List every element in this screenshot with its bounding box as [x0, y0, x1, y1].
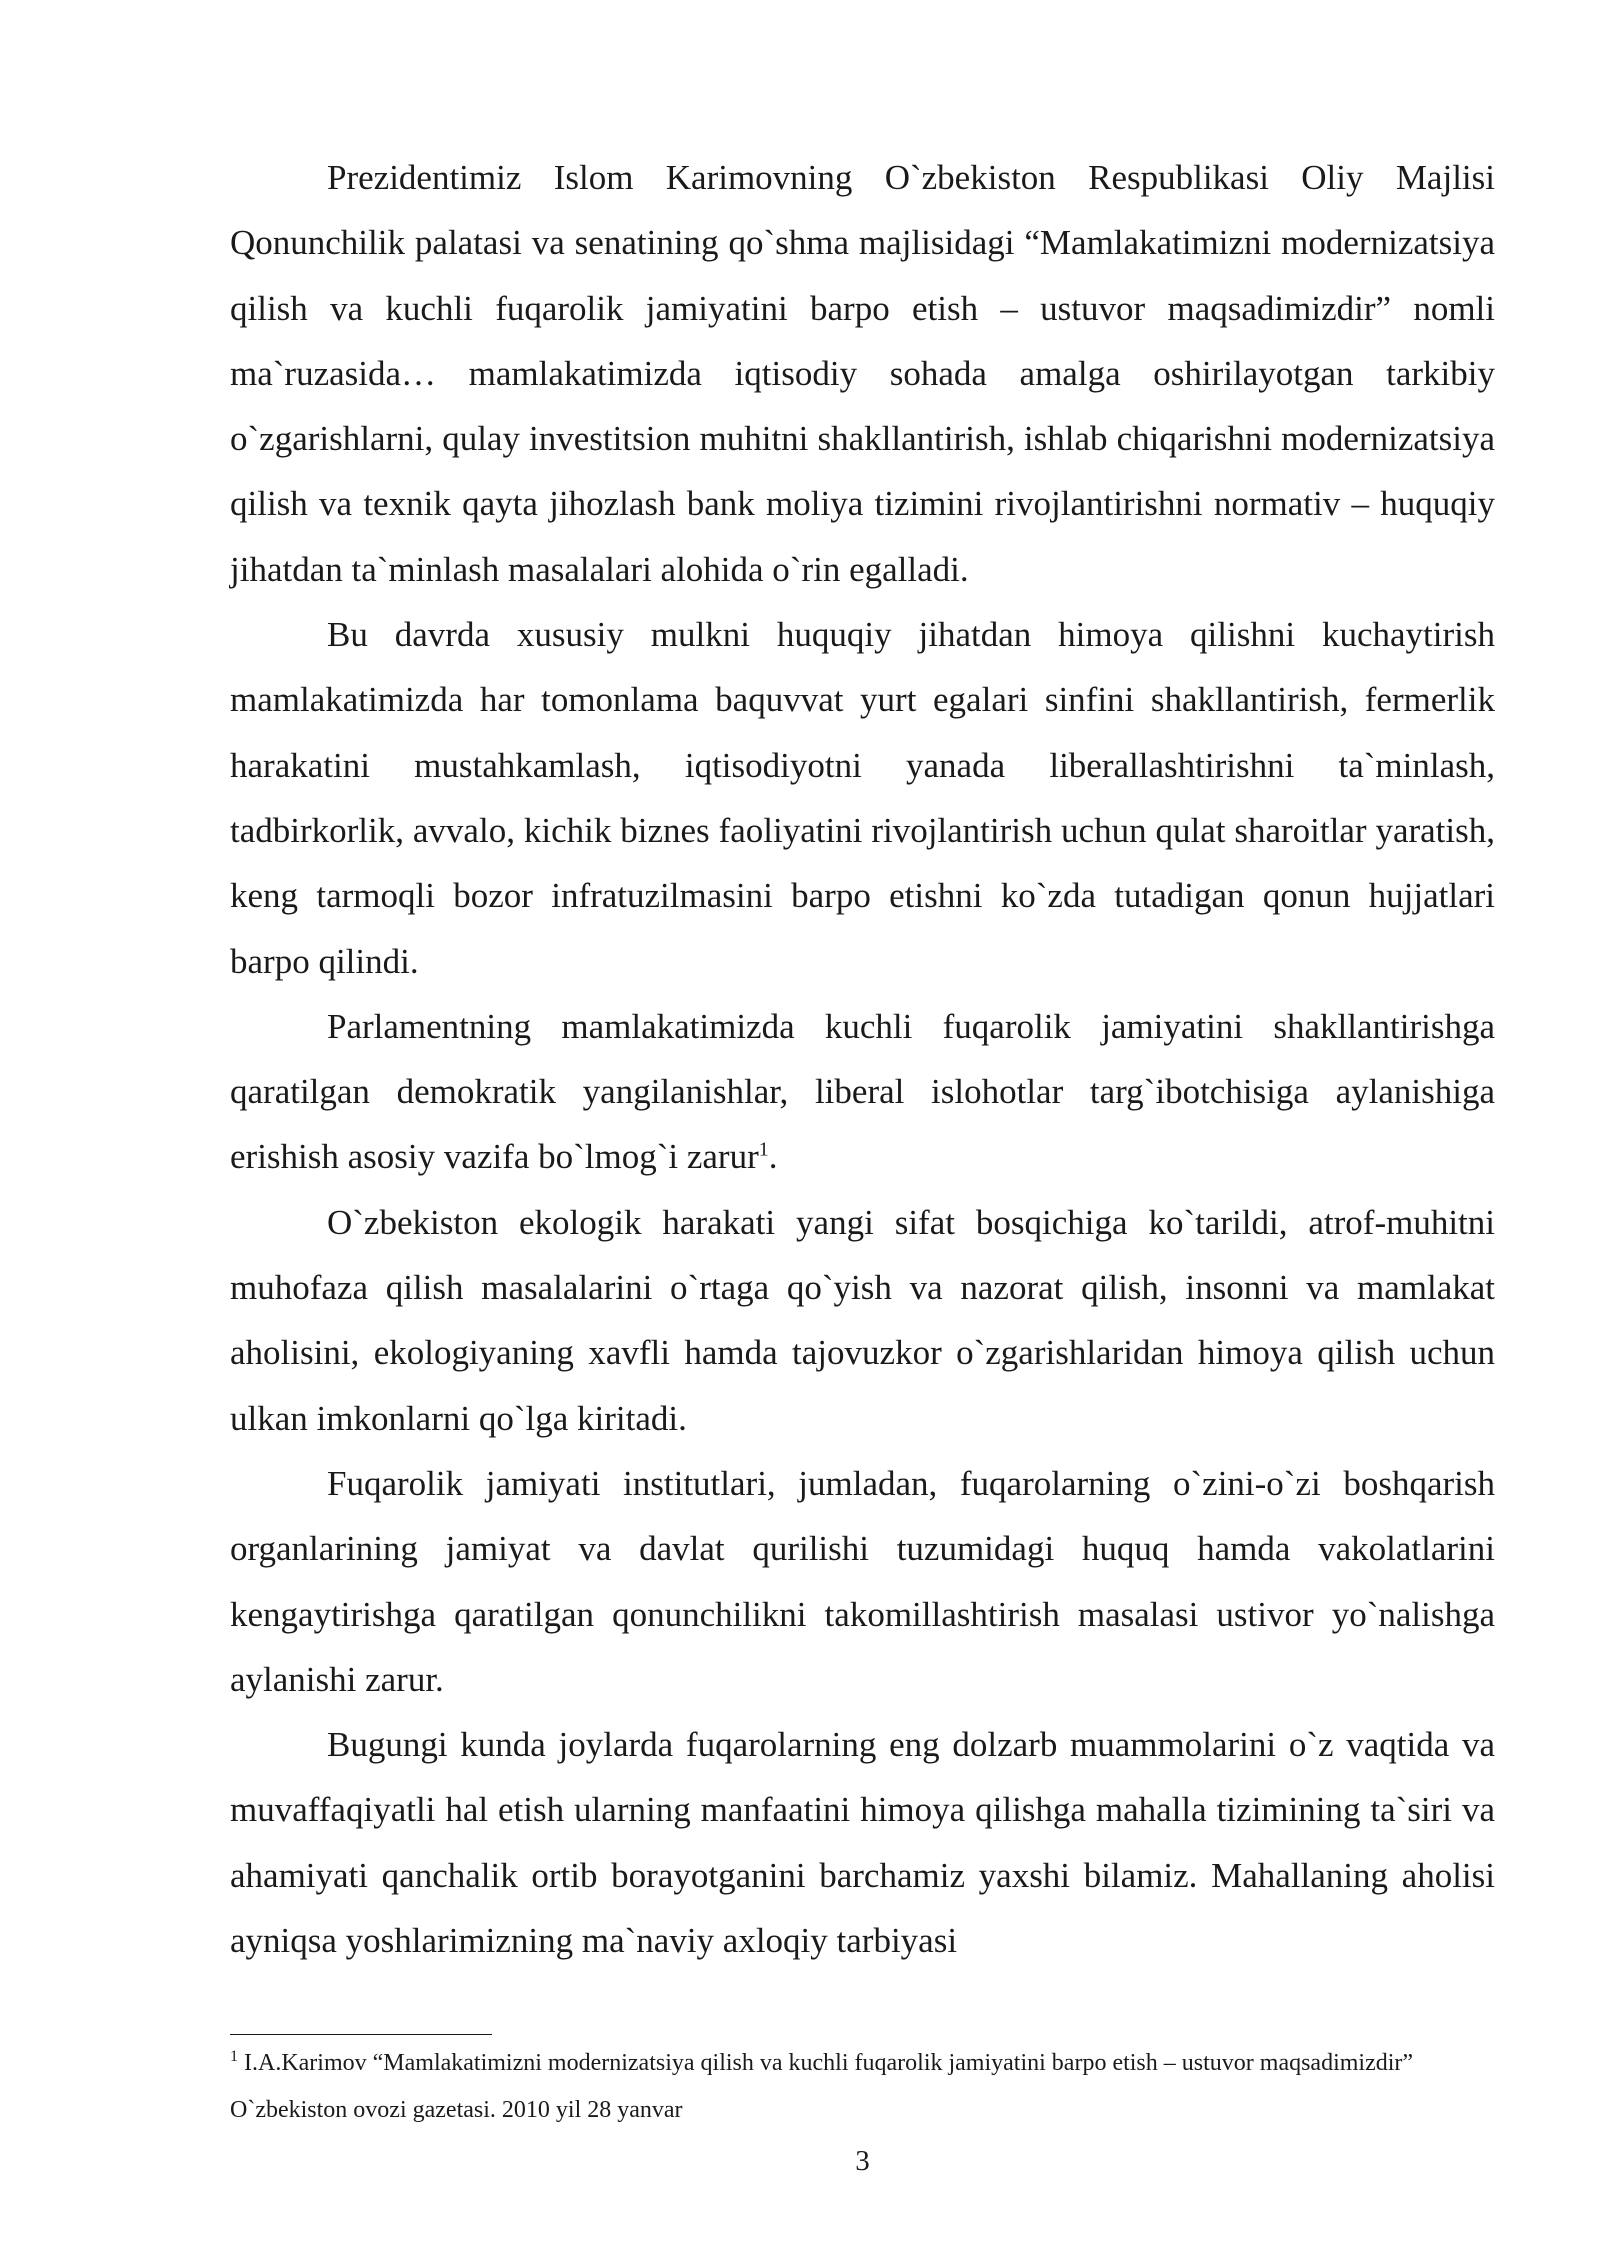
- paragraph-6: [230, 1712, 1495, 1973]
- footnote-reference: 1: [758, 1138, 769, 1161]
- paragraph-1: [230, 145, 1495, 602]
- footnote-separator: [230, 2034, 492, 2035]
- paragraph-3-end: .: [768, 1137, 778, 1177]
- footnote-text: I.A.Karimov “Mamlakatimizni modernizatsiya qilish va kuchli fuqarolik jamiyatini barpo etish – ustuvor maqsadimizdir” O`zbekiston ovozi gazetasi. 2010 yil 28 yanvar: [230, 2050, 1414, 2123]
- paragraph-2-text: Bu davrda xususiy mulkni huquqiy jihatdan himoya qilishni kuchaytirish mamlakatimizda har tomonlama baquvvat yurt egalari sinfini shakllantirish, fermerlik harakatini mustahkamlash, iqtisodiyotni yanada liberallashtirishni ta`minlash, tadbirkorlik, avvalo, kichik biznes faoliyatini rivojlantirish uchun qulat sharoitlar yaratish, keng tarmoqli bozor infratuzilmasini barpo etishni ko`zda tutadigan qonun hujjatlari barpo qilindi.: [230, 615, 1495, 981]
- paragraph-1-text: Prezidentimiz Islom Karimovning O`zbekiston Respublikasi Oliy Majlisi Qonunchilik palatasi va senatining qo`shma majlisidagi “Mamlakatimizni modernizatsiya qilish va kuchli fuqarolik jamiyatini barpo etish – ustuvor maqsadimizdir” nomli ma`ruzasida… mamlakatimizda iqtisodiy sohada amalga oshirilayotgan tarkibiy o`zgarishlarni, qulay investitsion muhitni shakllantirish, ishlab chiqarishni modernizatsiya qilish va texnik qayta jihozlash bank moliya tizimini rivojlantirishni normativ – huquqiy jihatdan ta`minlash masalalari alohida o`rin egalladi.: [230, 158, 1495, 589]
- paragraph-5-text: Fuqarolik jamiyati institutlari, jumladan, fuqarolarning o`zini-o`zi boshqarish organlarining jamiyat va davlat qurilishi tuzumidagi huquq hamda vakolatlarini kengaytirishga qaratilgan qonunchilikni takomillashtirish masalasi ustivor yo`nalishga aylanishi zarur.: [230, 1463, 1495, 1699]
- footnote: [230, 2040, 1495, 2134]
- body-text: [230, 145, 1495, 1973]
- paragraph-4: [230, 1190, 1495, 1451]
- paragraph-5: [230, 1451, 1495, 1712]
- paragraph-4-text: O`zbekiston ekologik harakati yangi sifat bosqichiga ko`tarildi, atrof-muhitni muhofaza qilish masalalarini o`rtaga qo`yish va nazorat qilish, insonni va mamlakat aholisini, ekologiyaning xavfli hamda tajovuzkor o`zgarishlaridan himoya qilish uchun ulkan imkonlarni qo`lga kiritadi.: [230, 1202, 1495, 1438]
- paragraph-3-text: Parlamentning mamlakatimizda kuchli fuqarolik jamiyatini shakllantirishga qaratilgan demokratik yangilanishlar, liberal islohotlar targ`ibotchisiga aylanishiga erishish asosiy vazifa bo`lmog`i zarur: [230, 1006, 1495, 1177]
- paragraph-2: [230, 602, 1495, 994]
- footnote-marker: 1: [230, 2048, 238, 2065]
- paragraph-3: [230, 994, 1495, 1190]
- paragraph-6-text: Bugungi kunda joylarda fuqarolarning eng dolzarb muammolarini o`z vaqtida va muvaffaqiyatli hal etish ularning manfaatini himoya qilishga mahalla tizimining ta`siri va ahamiyati qanchalik ortib borayotganini barchamiz yaxshi bilamiz. Mahallaning aholisi ayniqsa yoshlarimizning ma`naviy axloqiy tarbiyasi: [230, 1725, 1495, 1961]
- page-number: 3: [855, 2145, 870, 2177]
